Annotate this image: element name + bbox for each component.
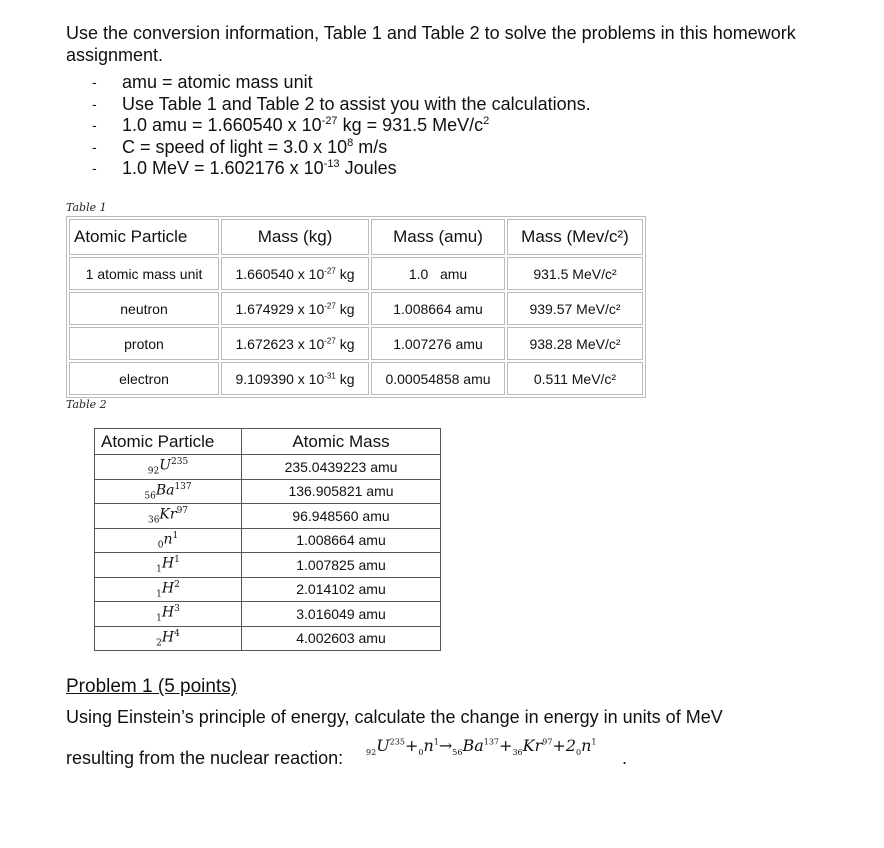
- table2-header: Atomic Particle: [95, 429, 242, 455]
- bullet-item: - 1.0 amu = 1.660540 x $10^{-27}$ kg = 931.5 MeV/$c^2$: [92, 115, 490, 135]
- table-row: $_1H^3$ 3.016049 amu: [95, 602, 441, 627]
- period-mark: .: [622, 748, 628, 768]
- table-row: $_{36}Kr^{97}$ 96.948560 amu: [95, 504, 441, 529]
- table1: [66, 216, 646, 398]
- bullet-item: - amu = atomic mass unit: [92, 72, 313, 92]
- table-row: $_1H^1$ 1.007825 amu: [95, 553, 441, 578]
- table1-header: Mass (Mev/c²): [507, 219, 643, 255]
- table2-caption: Table 2: [66, 398, 107, 411]
- table-row: electron 9.109390 x $10^{-31}$ kg 0.00054858 amu 0.511 MeV/c²: [69, 362, 643, 395]
- intro-paragraph: Use the conversion information, Table 1 and Table 2 to solve the problems in this homework assignment.: [66, 23, 796, 65]
- table1-caption: Table 1: [66, 201, 107, 214]
- table2-header: Atomic Mass: [242, 429, 441, 455]
- bullet-item: - C = speed of light = 3.0 x $10^8$ m/s: [92, 136, 388, 157]
- table-row: $_{56}Ba^{137}$ 136.905821 amu: [95, 479, 441, 504]
- table-row: $_2H^4$ 4.002603 amu: [95, 626, 441, 651]
- problem-text: Using Einstein’s principle of energy, calculate the change in energy in units of MeV: [66, 707, 723, 727]
- table-row: $_{92}U^{235}$ 235.0439223 amu: [95, 455, 441, 480]
- bullet-item: - Use Table 1 and Table 2 to assist you with the calculations.: [92, 93, 591, 114]
- table-row: proton 1.672623 x $10^{-27}$ kg 1.007276 amu 938.28 MeV/c²: [69, 327, 643, 360]
- problem-text-continued: resulting from the nuclear reaction:: [66, 748, 344, 768]
- table-row: $_0n^1$ 1.008664 amu: [95, 528, 441, 553]
- table2: [94, 428, 441, 651]
- bullet-item: - 1.0 MeV = 1.602176 x $10^{-13}$ Joules: [92, 158, 397, 178]
- table1-header: Mass (amu): [371, 219, 505, 255]
- table1-header: Mass (kg): [221, 219, 369, 255]
- table-row: neutron 1.674929 x $10^{-27}$ kg 1.008664 amu 939.57 MeV/c²: [69, 292, 643, 325]
- table1-header: Atomic Particle: [69, 219, 219, 255]
- nuclear-reaction-equation: $_{92}U^{235}+_0n^1\to_{56}Ba^{137}+_{36}Kr^{97}+2_0n^1$: [366, 736, 597, 758]
- conversion-list: [92, 72, 591, 180]
- table-row: $_1H^2$ 2.014102 amu: [95, 577, 441, 602]
- problem-title: Problem 1 (5 points): [66, 676, 238, 697]
- table-row: 1 atomic mass unit 1.660540 x $10^{-27}$ kg 1.0 amu 931.5 MeV/c²: [69, 257, 643, 290]
